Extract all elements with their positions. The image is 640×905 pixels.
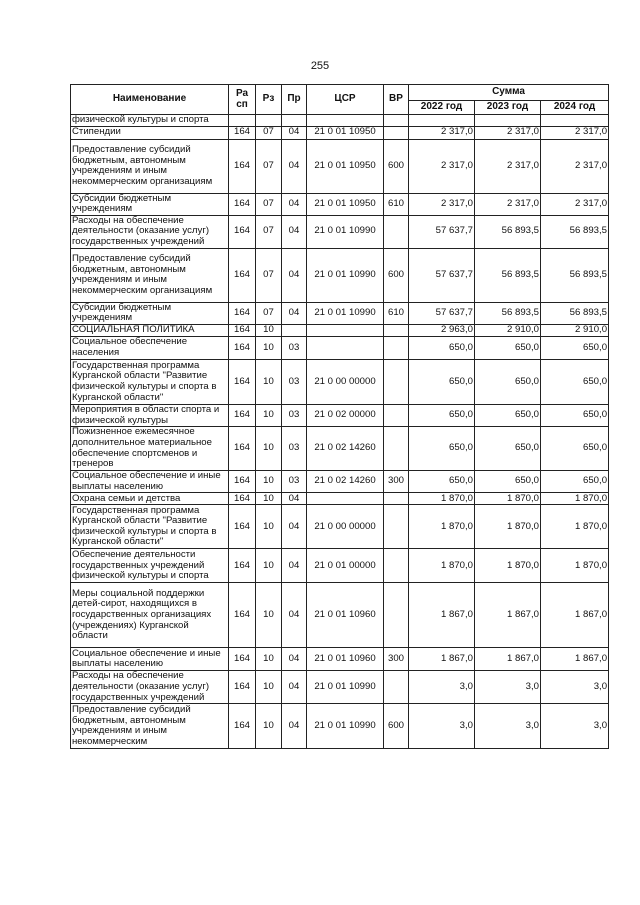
cell-pr: 04 bbox=[282, 126, 307, 139]
cell-vr bbox=[384, 359, 409, 404]
cell-pr: 04 bbox=[282, 493, 307, 505]
cell-pr: 04 bbox=[282, 671, 307, 704]
cell-rz: 07 bbox=[256, 302, 282, 324]
cell-name: Государственная программа Курганской области "Развитие физической культуры и спорта в Курганской области" bbox=[71, 359, 229, 404]
cell-2023: 650,0 bbox=[475, 359, 541, 404]
cell-2024: 1 870,0 bbox=[541, 493, 609, 505]
cell-pr: 04 bbox=[282, 704, 307, 749]
cell-csr: 21 0 01 10990 bbox=[307, 671, 384, 704]
table-row bbox=[71, 248, 609, 302]
cell-rasp: 164 bbox=[229, 648, 256, 671]
cell-vr bbox=[384, 549, 409, 583]
header-year-2022: 2022 год bbox=[409, 101, 475, 115]
cell-2023: 56 893,5 bbox=[475, 215, 541, 248]
cell-2023: 2 910,0 bbox=[475, 324, 541, 336]
cell-rz: 10 bbox=[256, 704, 282, 749]
cell-vr bbox=[384, 493, 409, 505]
cell-2023: 2 317,0 bbox=[475, 126, 541, 139]
cell-rz: 07 bbox=[256, 193, 282, 215]
table-row bbox=[71, 704, 609, 749]
cell-pr: 04 bbox=[282, 648, 307, 671]
cell-csr: 21 0 01 10990 bbox=[307, 248, 384, 302]
cell-2022: 650,0 bbox=[409, 359, 475, 404]
cell-pr: 03 bbox=[282, 471, 307, 493]
cell-2024: 650,0 bbox=[541, 471, 609, 493]
cell-2022: 650,0 bbox=[409, 427, 475, 471]
header-year-2024: 2024 год bbox=[541, 101, 609, 115]
cell-rz: 10 bbox=[256, 505, 282, 549]
cell-2022: 3,0 bbox=[409, 671, 475, 704]
table-row bbox=[71, 215, 609, 248]
cell-2024: 3,0 bbox=[541, 671, 609, 704]
cell-rz: 10 bbox=[256, 359, 282, 404]
table-row bbox=[71, 583, 609, 648]
cell-rasp: 164 bbox=[229, 404, 256, 426]
cell-rasp: 164 bbox=[229, 471, 256, 493]
cell-2023: 56 893,5 bbox=[475, 248, 541, 302]
cell-csr: 21 0 00 00000 bbox=[307, 359, 384, 404]
cell-2024: 2 317,0 bbox=[541, 126, 609, 139]
cell-rz: 07 bbox=[256, 139, 282, 193]
cell-2023: 1 867,0 bbox=[475, 583, 541, 648]
cell-rz: 07 bbox=[256, 215, 282, 248]
table-row bbox=[71, 193, 609, 215]
cell-pr: 03 bbox=[282, 404, 307, 426]
cell-rz: 10 bbox=[256, 493, 282, 505]
cell-name: Предоставление субсидий бюджетным, автономным учреждениям и иным некоммерческим организациям bbox=[71, 139, 229, 193]
header-rasp: Ра сп bbox=[229, 85, 256, 115]
cell-vr bbox=[384, 427, 409, 471]
cell-csr bbox=[307, 493, 384, 505]
cell-rasp: 164 bbox=[229, 215, 256, 248]
cell-2022: 3,0 bbox=[409, 704, 475, 749]
cell-2022: 57 637,7 bbox=[409, 302, 475, 324]
cell-csr: 21 0 01 10990 bbox=[307, 215, 384, 248]
cell-2024: 1 867,0 bbox=[541, 648, 609, 671]
cell-pr bbox=[282, 324, 307, 336]
table-row bbox=[71, 549, 609, 583]
cell-csr: 21 0 01 10950 bbox=[307, 139, 384, 193]
cell-vr: 300 bbox=[384, 648, 409, 671]
cell-2022: 1 867,0 bbox=[409, 648, 475, 671]
cell-csr: 21 0 00 00000 bbox=[307, 505, 384, 549]
cell-csr: 21 0 01 10960 bbox=[307, 583, 384, 648]
cell-rasp: 164 bbox=[229, 671, 256, 704]
cell-vr: 600 bbox=[384, 704, 409, 749]
cell-rz: 10 bbox=[256, 471, 282, 493]
cell-pr: 04 bbox=[282, 549, 307, 583]
cell-vr bbox=[384, 324, 409, 336]
cell-name: Субсидии бюджетным учреждениям bbox=[71, 193, 229, 215]
cell-2022: 1 870,0 bbox=[409, 549, 475, 583]
cell-rz: 10 bbox=[256, 648, 282, 671]
cell-2023: 2 317,0 bbox=[475, 139, 541, 193]
cell-2022: 1 867,0 bbox=[409, 583, 475, 648]
cell-vr bbox=[384, 583, 409, 648]
page-number: 255 bbox=[310, 60, 330, 72]
cell-2024: 2 317,0 bbox=[541, 139, 609, 193]
cell-name: Социальное обеспечение и иные выплаты населению bbox=[71, 648, 229, 671]
table-row bbox=[71, 302, 609, 324]
cell-vr: 610 bbox=[384, 193, 409, 215]
cell-pr: 04 bbox=[282, 215, 307, 248]
table-header-row bbox=[71, 85, 609, 101]
table-row bbox=[71, 324, 609, 336]
cell-vr: 600 bbox=[384, 139, 409, 193]
cell-2024: 650,0 bbox=[541, 336, 609, 359]
cell-rz: 10 bbox=[256, 583, 282, 648]
cell-name: физической культуры и спорта bbox=[71, 115, 229, 127]
cell-name: Обеспечение деятельности государственных учреждений физической культуры и спорта bbox=[71, 549, 229, 583]
cell-vr bbox=[384, 336, 409, 359]
cell-2022 bbox=[409, 115, 475, 127]
cell-csr: 21 0 01 10950 bbox=[307, 193, 384, 215]
table-row bbox=[71, 359, 609, 404]
header-vr: ВР bbox=[384, 85, 409, 115]
cell-2024: 3,0 bbox=[541, 704, 609, 749]
cell-2024: 2 910,0 bbox=[541, 324, 609, 336]
budget-table bbox=[70, 84, 609, 749]
cell-2024: 1 867,0 bbox=[541, 583, 609, 648]
cell-name: Предоставление субсидий бюджетным, автономным учреждениям и иным некоммерческим bbox=[71, 704, 229, 749]
cell-2023: 3,0 bbox=[475, 704, 541, 749]
cell-rasp: 164 bbox=[229, 193, 256, 215]
cell-rasp: 164 bbox=[229, 324, 256, 336]
cell-vr bbox=[384, 505, 409, 549]
cell-2023: 1 870,0 bbox=[475, 549, 541, 583]
cell-csr: 21 0 02 14260 bbox=[307, 427, 384, 471]
cell-rasp: 164 bbox=[229, 427, 256, 471]
cell-2024: 56 893,5 bbox=[541, 248, 609, 302]
cell-rasp: 164 bbox=[229, 126, 256, 139]
cell-2023 bbox=[475, 115, 541, 127]
cell-pr: 04 bbox=[282, 139, 307, 193]
cell-rz: 10 bbox=[256, 324, 282, 336]
cell-2022: 2 317,0 bbox=[409, 139, 475, 193]
cell-2022: 57 637,7 bbox=[409, 215, 475, 248]
table-row bbox=[71, 336, 609, 359]
cell-rasp: 164 bbox=[229, 704, 256, 749]
cell-2023: 1 867,0 bbox=[475, 648, 541, 671]
cell-rasp: 164 bbox=[229, 583, 256, 648]
cell-2023: 650,0 bbox=[475, 404, 541, 426]
cell-2023: 1 870,0 bbox=[475, 493, 541, 505]
table-row bbox=[71, 505, 609, 549]
cell-2024: 650,0 bbox=[541, 404, 609, 426]
table-row bbox=[71, 115, 609, 127]
cell-2022: 650,0 bbox=[409, 404, 475, 426]
cell-name: Расходы на обеспечение деятельности (оказание услуг) государственных учреждений bbox=[71, 671, 229, 704]
cell-2022: 2 317,0 bbox=[409, 126, 475, 139]
cell-rasp bbox=[229, 115, 256, 127]
cell-pr bbox=[282, 115, 307, 127]
cell-name: Государственная программа Курганской области "Развитие физической культуры и спорта в Курганской области" bbox=[71, 505, 229, 549]
cell-2023: 650,0 bbox=[475, 427, 541, 471]
cell-csr bbox=[307, 115, 384, 127]
cell-rz bbox=[256, 115, 282, 127]
table-row bbox=[71, 126, 609, 139]
cell-2024: 56 893,5 bbox=[541, 215, 609, 248]
cell-2022: 650,0 bbox=[409, 336, 475, 359]
cell-csr: 21 0 01 10990 bbox=[307, 704, 384, 749]
cell-2022: 57 637,7 bbox=[409, 248, 475, 302]
cell-2022: 1 870,0 bbox=[409, 493, 475, 505]
cell-pr: 03 bbox=[282, 336, 307, 359]
cell-name: Охрана семьи и детства bbox=[71, 493, 229, 505]
cell-csr: 21 0 01 10990 bbox=[307, 302, 384, 324]
table-row bbox=[71, 471, 609, 493]
cell-rz: 10 bbox=[256, 336, 282, 359]
header-csr: ЦСР bbox=[307, 85, 384, 115]
header-pr: Пр bbox=[282, 85, 307, 115]
cell-rz: 10 bbox=[256, 427, 282, 471]
cell-2023: 56 893,5 bbox=[475, 302, 541, 324]
cell-rz: 07 bbox=[256, 126, 282, 139]
cell-rz: 07 bbox=[256, 248, 282, 302]
cell-name: Стипендии bbox=[71, 126, 229, 139]
cell-vr bbox=[384, 215, 409, 248]
table-row bbox=[71, 648, 609, 671]
cell-rz: 10 bbox=[256, 404, 282, 426]
cell-pr: 04 bbox=[282, 193, 307, 215]
cell-name: Расходы на обеспечение деятельности (оказание услуг) государственных учреждений bbox=[71, 215, 229, 248]
cell-csr: 21 0 02 00000 bbox=[307, 404, 384, 426]
cell-csr: 21 0 01 00000 bbox=[307, 549, 384, 583]
cell-csr bbox=[307, 324, 384, 336]
header-name: Наименование bbox=[71, 85, 229, 115]
cell-2023: 3,0 bbox=[475, 671, 541, 704]
cell-pr: 04 bbox=[282, 302, 307, 324]
cell-rasp: 164 bbox=[229, 493, 256, 505]
header-year-2023: 2023 год bbox=[475, 101, 541, 115]
table-row bbox=[71, 671, 609, 704]
cell-pr: 03 bbox=[282, 359, 307, 404]
cell-2024: 56 893,5 bbox=[541, 302, 609, 324]
cell-name: Пожизненное ежемесячное дополнительное материальное обеспечение спортсменов и тренеров bbox=[71, 427, 229, 471]
cell-2024: 2 317,0 bbox=[541, 193, 609, 215]
cell-csr bbox=[307, 336, 384, 359]
cell-csr: 21 0 01 10950 bbox=[307, 126, 384, 139]
cell-rasp: 164 bbox=[229, 336, 256, 359]
cell-pr: 04 bbox=[282, 248, 307, 302]
cell-2024: 650,0 bbox=[541, 359, 609, 404]
cell-name: СОЦИАЛЬНАЯ ПОЛИТИКА bbox=[71, 324, 229, 336]
cell-2023: 2 317,0 bbox=[475, 193, 541, 215]
cell-rasp: 164 bbox=[229, 505, 256, 549]
cell-2023: 650,0 bbox=[475, 336, 541, 359]
cell-2022: 1 870,0 bbox=[409, 505, 475, 549]
cell-2024: 650,0 bbox=[541, 427, 609, 471]
cell-csr: 21 0 01 10960 bbox=[307, 648, 384, 671]
cell-2022: 2 963,0 bbox=[409, 324, 475, 336]
table-row bbox=[71, 493, 609, 505]
cell-name: Социальное обеспечение и иные выплаты населению bbox=[71, 471, 229, 493]
cell-rasp: 164 bbox=[229, 302, 256, 324]
cell-2024: 1 870,0 bbox=[541, 505, 609, 549]
cell-pr: 04 bbox=[282, 583, 307, 648]
cell-pr: 03 bbox=[282, 427, 307, 471]
cell-2024 bbox=[541, 115, 609, 127]
cell-rasp: 164 bbox=[229, 248, 256, 302]
cell-rz: 10 bbox=[256, 549, 282, 583]
cell-2023: 1 870,0 bbox=[475, 505, 541, 549]
cell-vr bbox=[384, 115, 409, 127]
cell-2024: 1 870,0 bbox=[541, 549, 609, 583]
cell-vr bbox=[384, 126, 409, 139]
cell-rz: 10 bbox=[256, 671, 282, 704]
cell-name: Мероприятия в области спорта и физической культуры bbox=[71, 404, 229, 426]
cell-2023: 650,0 bbox=[475, 471, 541, 493]
cell-vr: 610 bbox=[384, 302, 409, 324]
table-row bbox=[71, 139, 609, 193]
header-summa: Сумма bbox=[409, 85, 609, 101]
cell-rasp: 164 bbox=[229, 549, 256, 583]
cell-vr: 600 bbox=[384, 248, 409, 302]
cell-name: Социальное обеспечение населения bbox=[71, 336, 229, 359]
cell-2022: 2 317,0 bbox=[409, 193, 475, 215]
table-body bbox=[71, 115, 609, 749]
cell-2022: 650,0 bbox=[409, 471, 475, 493]
cell-name: Субсидии бюджетным учреждениям bbox=[71, 302, 229, 324]
cell-vr bbox=[384, 671, 409, 704]
cell-vr: 300 bbox=[384, 471, 409, 493]
cell-rasp: 164 bbox=[229, 359, 256, 404]
cell-pr: 04 bbox=[282, 505, 307, 549]
cell-name: Предоставление субсидий бюджетным, автономным учреждениям и иным некоммерческим организациям bbox=[71, 248, 229, 302]
cell-vr bbox=[384, 404, 409, 426]
header-rz: Рз bbox=[256, 85, 282, 115]
cell-rasp: 164 bbox=[229, 139, 256, 193]
table-row bbox=[71, 404, 609, 426]
table-row bbox=[71, 427, 609, 471]
cell-csr: 21 0 02 14260 bbox=[307, 471, 384, 493]
cell-name: Меры социальной поддержки детей-сирот, находящихся в государственных организациях (учреждениях) Курганской области bbox=[71, 583, 229, 648]
